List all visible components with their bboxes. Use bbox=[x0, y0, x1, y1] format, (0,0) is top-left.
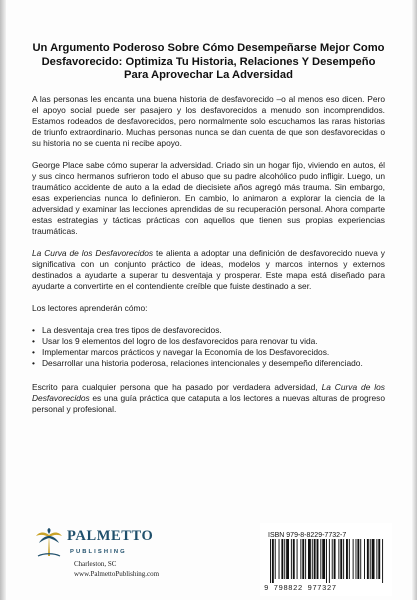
barcode-bar bbox=[305, 539, 306, 579]
barcode-bar bbox=[308, 539, 311, 579]
barcode-bar bbox=[297, 539, 298, 579]
barcode-bar bbox=[334, 539, 336, 579]
barcode-bar bbox=[302, 539, 304, 579]
list-item: • Implementar marcos prácticos y navegar la Economía de los Desfavorecidos. bbox=[32, 347, 385, 358]
barcode-bar bbox=[370, 539, 371, 579]
barcode-bar bbox=[270, 539, 271, 583]
isbn-label: ISBN 979-8-8229-7732-7 bbox=[268, 532, 347, 539]
book-paragraph bbox=[32, 248, 385, 292]
publisher-url: www.PalmettoPublishing.com bbox=[74, 570, 160, 578]
barcode-bar bbox=[376, 539, 377, 579]
barcode-bar bbox=[357, 539, 359, 579]
palmetto-tree-icon bbox=[34, 528, 64, 558]
barcode-bar bbox=[272, 539, 274, 583]
barcode-bar bbox=[338, 539, 339, 579]
barcode-bar bbox=[378, 539, 380, 579]
barcode-bar bbox=[332, 539, 333, 579]
barcode-bar bbox=[291, 539, 292, 579]
closing-text-start: Escrito para cualquier persona que ha pasado por verdadera adversidad, bbox=[32, 381, 322, 392]
barcode-bar bbox=[320, 539, 321, 579]
list-item: • Usar los 9 elementos del logro de los desfavorecidos para renovar tu vida. bbox=[32, 336, 385, 347]
barcode-bar bbox=[382, 539, 383, 583]
barcode-bar bbox=[326, 539, 327, 583]
intro-paragraph: A las personas les encanta una buena historia de desfavorecido –o al menos eso dicen. Pero el apoyo social puede ser pasajero y los desfavorecidos a menudo son incomprendidos. Estamos rodeados de desfavorecidos, pero normalmente solo escuchamos las raras historias de triunfo extraordinario. Muchas personas nunca se dan cuenta de que son desfavorecidas o su historia no se cuenta ni recibe apoyo. bbox=[32, 93, 385, 148]
barcode-bar bbox=[329, 539, 330, 583]
barcode-bar bbox=[364, 539, 365, 579]
barcode-bar bbox=[322, 539, 325, 579]
list-item: • La desventaja crea tres tipos de desfavorecidos. bbox=[32, 325, 385, 336]
publisher-city: Charleston, SC bbox=[74, 560, 117, 568]
barcode-bar bbox=[279, 539, 280, 579]
author-paragraph: George Place sabe cómo superar la adversidad. Criado sin un hogar fijo, viviendo en autos, él y sus cinco hermanos sufrieron todo el abuso que su padre alcohólico pudo infligir. Luego, un traumático accidente de auto a la edad de diecisiete años agregó más trauma. Sin embargo, esas experiencias nunca lo definieron. En cambio, lo animaron a explorar la ciencia de la adversidad y examinar las lecciones aprendidas de su recuperación personal. Ahora comparte estas estrategias y tácticas prácticas con aquellos que tienen sus propias experiencias traumáticas. bbox=[32, 159, 385, 236]
cover-heading: Un Argumento Poderoso Sobre Cómo Desempeñarse Mejor Como Desfavorecido: Optimiza Tu Historia, Relaciones Y Desempeño Para Aprovechar La Adversidad bbox=[32, 42, 385, 81]
book-title: La Curva de los Desfavorecidos bbox=[32, 381, 385, 403]
barcode-digits: 9 798822 977327 bbox=[264, 585, 337, 593]
barcode-bar bbox=[349, 539, 350, 579]
publisher-sub: PUBLISHING bbox=[70, 549, 127, 555]
list-intro: Los lectores aprenderán cómo: bbox=[32, 302, 148, 313]
list-item: • Desarrollar una historia poderosa, relaciones intencionales y desempeño diferenciado. bbox=[32, 358, 385, 369]
barcode-bar bbox=[293, 539, 295, 579]
publisher-name: PALMETTO bbox=[67, 528, 154, 544]
learning-list bbox=[32, 325, 385, 369]
barcode-bar bbox=[372, 539, 375, 579]
isbn-barcode-block bbox=[260, 523, 392, 596]
barcode-bar bbox=[314, 539, 316, 579]
barcode-bar bbox=[367, 539, 369, 579]
barcode-bar bbox=[343, 539, 344, 579]
closing-paragraph bbox=[32, 382, 385, 415]
barcode-bar bbox=[300, 539, 301, 579]
barcode bbox=[268, 539, 386, 583]
barcode-bar bbox=[286, 539, 289, 579]
book-title: La Curva de los Desfavorecidos bbox=[32, 247, 154, 258]
publisher-logo bbox=[30, 526, 180, 590]
barcode-bar bbox=[281, 539, 283, 579]
barcode-bar bbox=[356, 539, 357, 579]
closing-text-end: es una guía práctica que cataputa a los lectores a nuevas alturas de progreso personal y profesional. bbox=[32, 392, 385, 414]
barcode-bar bbox=[317, 539, 319, 579]
barcode-bar bbox=[360, 539, 361, 579]
barcode-bar bbox=[312, 539, 313, 579]
barcode-bar bbox=[346, 539, 348, 579]
barcode-bar bbox=[340, 539, 342, 579]
barcode-bar bbox=[275, 539, 276, 579]
barcode-bar bbox=[284, 539, 285, 579]
book-paragraph-text: te alienta a adoptar una definición de desfavorecido nueva y significativa con un conjunto práctico de ideas, modelos y marcos internos y externos destinados a ayudarte a superar tu desventaja y prosperar. Este mapa está diseñado para ayudarte a convertirte en el contendiente creíble que fuiste destinado a ser. bbox=[32, 247, 385, 291]
barcode-bar bbox=[353, 539, 354, 579]
